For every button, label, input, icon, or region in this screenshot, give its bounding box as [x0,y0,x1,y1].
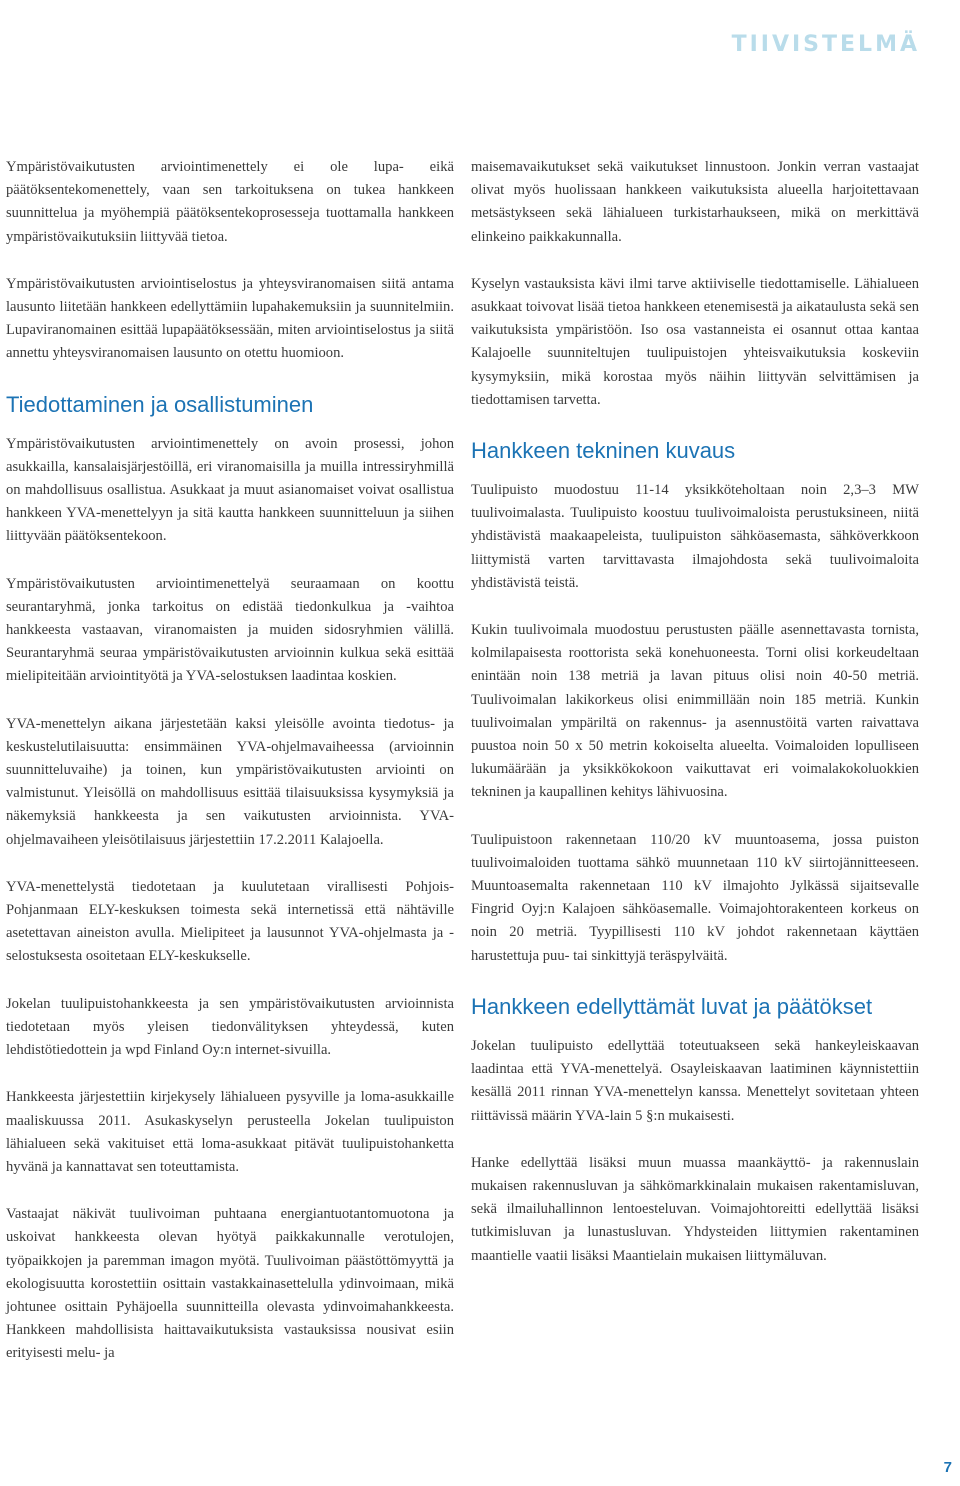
paragraph: Jokelan tuulipuistohankkeesta ja sen ympäristövaikutusten arvioinnista tiedotetaan myös yleisen tiedonvälityksen yhteydessä, kuten lehdistötiedottein ja wpd Finland Oy:n internet-sivuilla. [6,995,454,1059]
paragraph: Jokelan tuulipuisto edellyttää toteutuakseen sekä hankeyleiskaavan laadintaa että YVA-menettelyä. Osayleiskaavan laatiminen käynnistettiin kesällä 2011 rinnan YVA-menettelyn kanssa. Menettelyt sovitetaan yhteen riittävissä määrin YVA-lain 5 §:n mukaisesti. [471,1037,919,1124]
left-column [6,156,454,1390]
paragraph: Hanke edellyttää lisäksi muun muassa maankäyttö- ja rakennuslain mukaisen rakennusluvan ja sähkömarkkinalain mukaisen rakentamisluvan, sekä ilmailuhallinnon lentoesteluvan. Voimajohtoreitti edellyttää lisäksi tutkimisluvan ja lunastusluvan. Yhdysteiden liittymien rakentaminen maantielle vaatii lisäksi Maantielain mukaisen liittymäluvan. [471,1154,919,1264]
paragraph: Hankkeesta järjestettiin kirjekysely lähialueen pysyville ja loma-asukkaille maaliskuussa 2011. Asukaskyselyn perusteella Jokelan tuulipuiston lähialueen sekä vakituiset että loma-asukkaat pitävät tuulipuistohanketta hyvänä ja kannattavat sen toteuttamista. [6,1089,454,1175]
section-heading: Hankkeen tekninen kuvaus [471,438,736,464]
section-title: TIIVISTELMÄ [731,32,920,57]
paragraph: maisemavaikutukset sekä vaikutukset linnustoon. Jonkin verran vastaajat olivat myös huolissaan hankkeen vaikutuksista alueella harjoitettavaan metsästykseen sekä lähialueen turkistarhaukseen, mikä on merkittävä elinkeino paikkakunnalla. [471,159,919,245]
section-heading: Tiedottaminen ja osallistuminen [6,391,314,417]
paragraph: Ympäristövaikutusten arviointimenettely ei ole lupa- eikä päätöksentekomenettely, vaan sen tarkoituksena on tukea hankkeen suunnittelua ja myöhempiä päätöksentekoprosesseja tuottamalla hankkeen ympäristövaikutuksiin liittyvää tietoa. [6,159,454,245]
paragraph: Ympäristövaikutusten arviointimenettelyä seuraamaan on koottu seurantaryhmä, jonka tarkoitus on edistää tiedonkulkua ja -vaihtoa hankkeesta vastaavan, viranomaisten ja muiden sidosryhmien välillä. Seurantaryhmä seuraa ympäristövaikutusten arvioinnin kulkua sekä esittää mielipiteitään arviointityötä ja YVA-selostuksen laadintaa koskien. [6,575,454,685]
paragraph: Vastaajat näkivät tuulivoiman puhtaana energiantuotantomuotona ja uskoivat hankkeesta olevan hyötyä paikkakunnalle verotulojen, työpaikkojen ja paremman imagon myötä. Tuulivoiman päästöttömyyttä ja ekologisuutta korostettiin osittain vastakkainasettelulla ydinvoimaan, mikä johtunee osittain Pyhäjoella suunnitteilla olevasta ydinvoimahankkeesta. Hankkeen mahdollisista haittavaikutuksista vastauksissa nousivat esiin erityisesti melu- ja [6,1206,454,1362]
paragraph: Kyselyn vastauksista kävi ilmi tarve aktiiviselle tiedottamiselle. Lähialueen asukkaat toivovat lisää tietoa hankkeen etenemisestä ja aikataulusta sekä sen vaikutuksista ympäristöön. Iso osa vastanneista ei osannut ottaa kantaa Kalajoelle suunniteltujen tuulipuistojen yhteisvaikutuksia koskeviin kysymyksiin, mikä korostaa myös näihin liittyvän selvittämisen ja tiedottamisen tarvetta. [471,275,919,408]
right-column [471,156,919,1292]
paragraph: Ympäristövaikutusten arviointiselostus ja yhteysviranomaisen siitä antama lausunto liitetään hankkeen edellyttämiin lupahakemuksiin ja suunnitelmiin. Lupaviranomainen esittää lupapäätöksessään, miten arviointiselostus ja siitä annettu yhteysviranomaisen lausunto on otettu huomioon. [6,275,454,362]
section-heading: Hankkeen edellyttämät luvat ja päätökset [471,993,873,1019]
paragraph: Tuulipuisto muodostuu 11-14 yksikköteholtaan noin 2,3–3 MW tuulivoimalasta. Tuulipuisto koostuu tuulivoimaloista perustuksineen, niitä yhdistävistä maakaapeleista, tuulipuiston sähköasemasta, sähköverkkoon liittymistä varten tarvittavasta ilmajohdosta sekä tuulivoimaloita yhdistävistä teistä. [471,482,919,591]
paragraph: YVA-menettelystä tiedotetaan ja kuulutetaan virallisesti Pohjois-Pohjanmaan ELY-keskuksen toimesta sekä internetissä että nähtäville asetettavan aineiston avulla. Mielipiteet ja lausunnot YVA-ohjelmasta ja -selostuksesta osoitetaan ELY-keskukselle. [6,878,454,965]
paragraph: Tuulipuistoon rakennetaan 110/20 kV muuntoasema, jossa puiston tuulivoimaloiden tuottama sähkö muunnetaan 110 kV siirtojännitteeseen. Muuntoasemalta rakennetaan 110 kV ilmajohto Jylkässä sijaitsevalle Fingrid Oyj:n Kalajoen sähköasemalle. Voimajohtorakenteen korkeus on noin 20 metriä. Tyypillisesti 110 kV johdot rakennetaan käyttäen harustettuja puu- tai sinkittyjä teräspylväitä. [471,831,919,964]
paragraph: Kukin tuulivoimala muodostuu perustusten päälle asennettavasta tornista, kolmilapaisesta roottorista sekä konehuoneesta. Torni olisi korkeudeltaan enintään noin 138 metriä ja lavan pituus olisi noin 40-50 metriä. Tuulivoimalan lakikorkeus olisi enimmillään noin 185 metriä. Kunkin tuulivoimalan ympäriltä on rakennus- ja asennustöitä varten raivattava puustoa noin 50 x 50 metrin kokoiselta alueelta. Voimaloiden lopulliseen lukumäärään ja yksikkökokoon vaikuttavat eri voimalakokoluokkien tekninen ja kaupallinen kehitys lähivuosina. [471,622,919,801]
page-number: 7 [943,1459,952,1476]
paragraph: YVA-menettelyn aikana järjestetään kaksi yleisölle avointa tiedotus- ja keskustelutilaisuutta: ensimmäinen YVA-ohjelmavaiheessa (arvioinnin suunnitteluvaihe) ja toinen, kun ympäristövaikutusten arviointi on valmistunut. Yleisöllä on mahdollisuus esittää tilaisuuksissa kysymyksiä ja näkemyksiä hankkeesta ja sen vaikutusten arvioinnista. YVA-ohjelmavaiheen yleisötilaisuus järjestettiin 17.2.2011 Kalajoella. [6,715,454,848]
paragraph: Ympäristövaikutusten arviointimenettely on avoin prosessi, johon asukkailla, kansalaisjärjestöillä, eri viranomaisilla ja muilla intressiryhmillä on mahdollisuus osallistua. Asukkaat ja muut asianomaiset voivat osallistua hankkeen YVA-menettelyyn ja sitä kautta hankkeen suunnitteluun ja siihen liittyvään päätöksentekoon. [6,435,454,545]
